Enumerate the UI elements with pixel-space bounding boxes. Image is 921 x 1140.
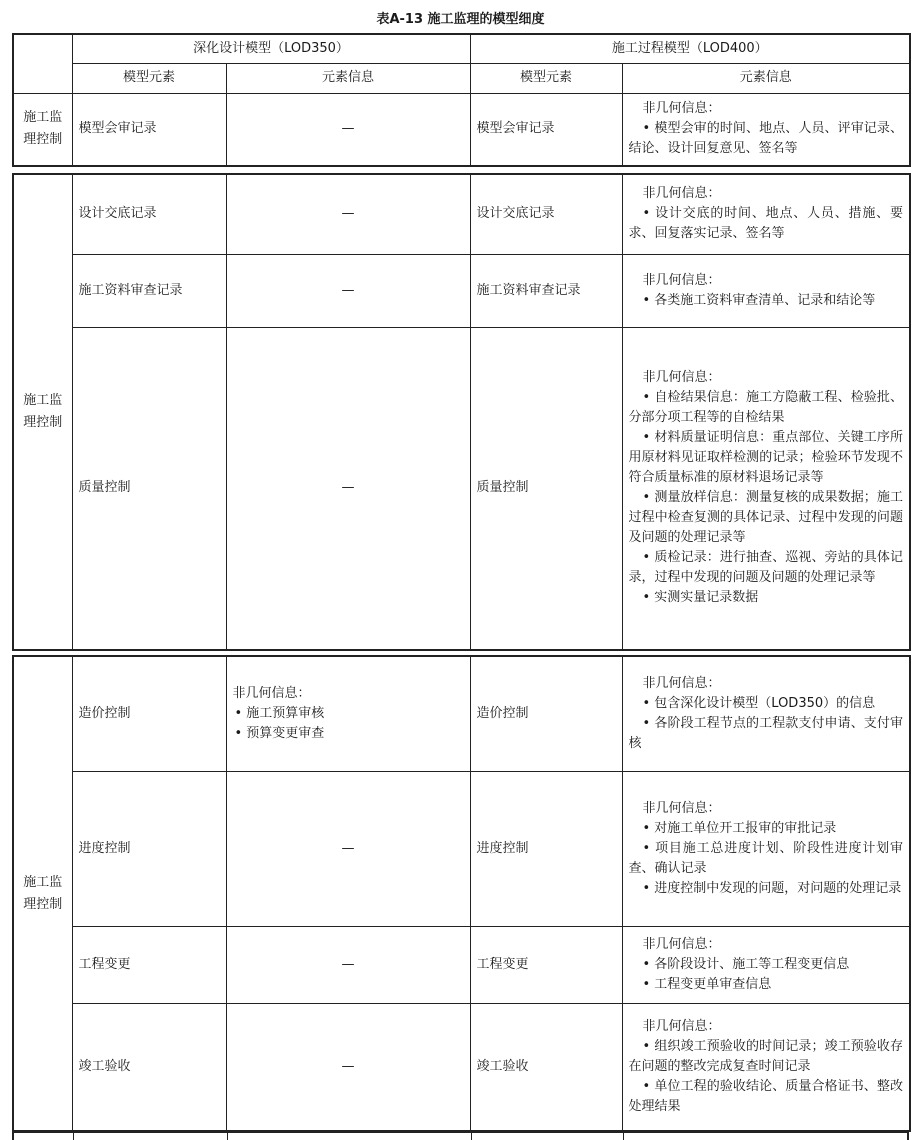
info-item: • 各阶段工程节点的工程款支付申请、支付审核: [628, 715, 903, 751]
lod400-info: [622, 1003, 910, 1131]
lod350-info: —: [226, 926, 470, 1003]
lod400-info: [622, 174, 910, 254]
category-cell: 施工监理控制: [13, 174, 72, 650]
info-label: 非几何信息：: [642, 101, 721, 117]
lod400-element: 造价控制: [470, 656, 622, 771]
info-label: 非几何信息：: [642, 370, 721, 386]
info-label: 非几何信息：: [642, 186, 721, 202]
info-label: 非几何信息：: [232, 685, 311, 701]
info-item: • 进度控制中发现的问题，对问题的处理记录: [642, 880, 902, 896]
lod350-info: —: [226, 174, 470, 254]
info-label: 非几何信息：: [642, 936, 721, 952]
info-item: • 各阶段设计、施工等工程变更信息: [642, 956, 850, 972]
lod400-info: [622, 327, 910, 650]
table-row: [13, 926, 910, 1003]
info-item: • 项目施工总进度计划、阶段性进度计划审查、确认记录: [628, 840, 903, 876]
lod400-element: 竣工验收: [470, 1003, 622, 1131]
lod350-info: —: [226, 1003, 470, 1131]
info-item: • 自检结果信息：施工方隐蔽工程、检验批、分部分项工程等的自检结果: [628, 390, 903, 426]
info-item: • 设计交底的时间、地点、人员、措施、要求、回复落实记录、签名等: [628, 206, 903, 242]
info-item: • 材料质量证明信息：重点部位、关键工序所用原材料见证取样检测的记录；检验环节发现不符合质量标准的原材料退场记录等: [628, 430, 903, 486]
lod350-element: 施工资料审查记录: [72, 254, 226, 327]
lod400-element: 质量控制: [470, 327, 622, 650]
lod350-info: [226, 656, 470, 771]
lod400-info: [622, 926, 910, 1003]
corner-cell: [13, 34, 72, 93]
table-block-1: [12, 33, 911, 167]
lod400-element: 模型会审记录: [470, 93, 622, 166]
lod400-element: 设计交底记录: [470, 174, 622, 254]
info-label: 非几何信息：: [642, 272, 721, 288]
info-item: • 组织竣工预验收的时间记录；竣工预验收存在问题的整改完成复查时间记录: [628, 1038, 903, 1074]
table-row: [13, 327, 910, 650]
table-row: [13, 1003, 910, 1131]
lod400-element: 进度控制: [470, 771, 622, 926]
table-block-2: [12, 173, 911, 651]
table-title: 表A-13 施工监理的模型细度: [376, 12, 545, 27]
lod350-element: 进度控制: [72, 771, 226, 926]
lod400-info: [622, 771, 910, 926]
category-cell: 施工监理控制: [13, 93, 72, 166]
info-item: • 各类施工资料审查清单、记录和结论等: [642, 292, 876, 308]
info-label: 非几何信息：: [642, 1018, 721, 1034]
lod350-info: —: [226, 254, 470, 327]
info-item: • 质检记录：进行抽查、巡视、旁站的具体记录，过程中发现的问题及问题的处理记录等: [628, 550, 903, 586]
info-item: • 对施工单位开工报审的审批记录: [642, 820, 837, 836]
info-item: • 实测实量记录数据: [642, 590, 759, 606]
lod350-info: —: [226, 327, 470, 650]
info-label: 非几何信息：: [642, 800, 721, 816]
lod350-element: 竣工验收: [72, 1003, 226, 1131]
lod400-info: [622, 93, 910, 166]
lod400-element: 工程变更: [470, 926, 622, 1003]
lod350-element: 模型会审记录: [72, 93, 226, 166]
lod350-info-header: 元素信息: [226, 63, 470, 93]
lod350-element: 质量控制: [72, 327, 226, 650]
lod400-element: 施工资料审查记录: [470, 254, 622, 327]
next-table-block-edge: [12, 1131, 909, 1140]
table-block-3: [12, 655, 911, 1132]
info-item: • 单位工程的验收结论、质量合格证书、整改处理结果: [628, 1078, 903, 1114]
table-row: [13, 174, 910, 254]
table-row: [13, 771, 910, 926]
table-row: [13, 254, 910, 327]
lod400-header: 施工过程模型（LOD400）: [470, 34, 910, 63]
lod350-element: 工程变更: [72, 926, 226, 1003]
lod350-element-header: 模型元素: [72, 63, 226, 93]
info-item: • 施工预算审核: [234, 705, 325, 721]
category-cell: 施工监理控制: [13, 656, 72, 1131]
info-label: 非几何信息：: [642, 675, 721, 691]
lod350-element: 造价控制: [72, 656, 226, 771]
lod400-info: [622, 254, 910, 327]
info-item: • 包含深化设计模型（LOD350）的信息: [642, 695, 876, 711]
info-item: • 测量放样信息：测量复核的成果数据；施工过程中检查复测的具体记录、过程中发现的问题及问题的处理记录等: [628, 490, 903, 546]
info-item: • 模型会审的时间、地点、人员、评审记录、结论、设计回复意见、签名等: [628, 121, 903, 157]
lod400-info: [622, 656, 910, 771]
info-item: • 工程变更单审查信息: [642, 976, 772, 992]
lod400-element-header: 模型元素: [470, 63, 622, 93]
lod350-header: 深化设计模型（LOD350）: [72, 34, 470, 63]
table-row: [13, 656, 910, 771]
info-item: • 预算变更审查: [234, 725, 325, 741]
lod400-info-header: 元素信息: [622, 63, 910, 93]
lod350-info: —: [226, 771, 470, 926]
lod350-info: —: [226, 93, 470, 166]
lod350-element: 设计交底记录: [72, 174, 226, 254]
table-row: [13, 93, 910, 166]
